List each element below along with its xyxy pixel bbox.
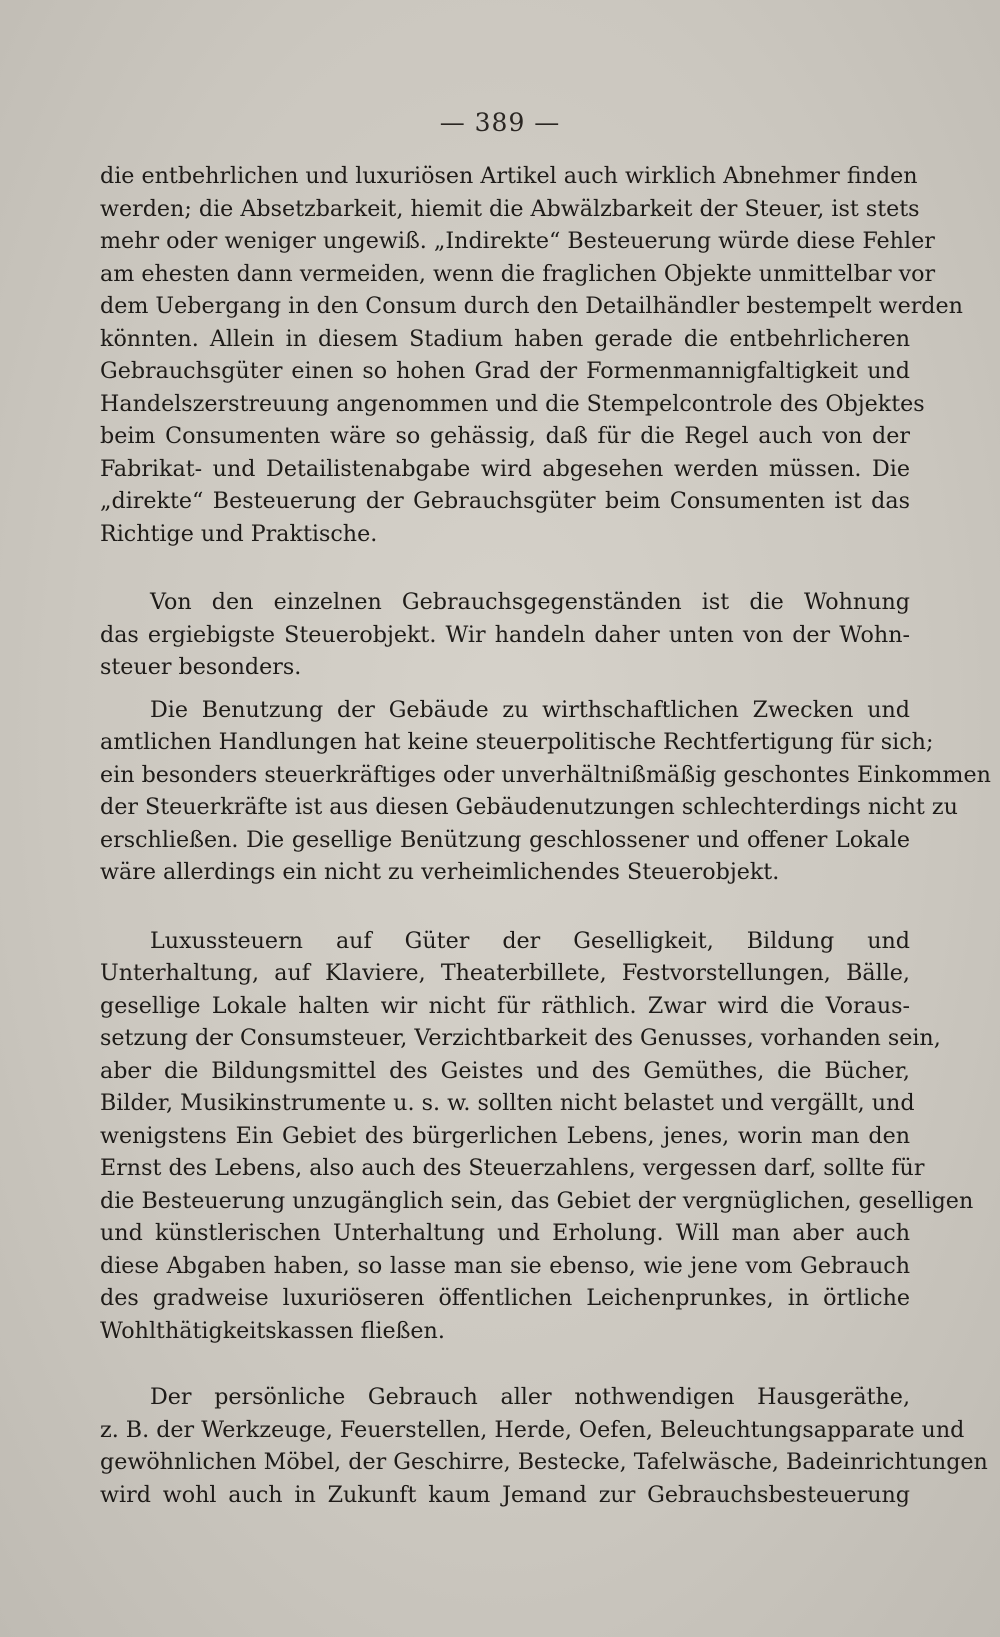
text-line: mehr oder weniger ungewiß. „Indirekte“ Besteuerung würde diese Fehler [100, 228, 935, 254]
text-line: erschließen. Die gesellige Benützung geschlossener und offener Lokale [100, 826, 910, 853]
paragraph [100, 925, 974, 1348]
text-line: die entbehrlichen und luxuriösen Artikel auch wirklich Abnehmer finden [100, 163, 918, 189]
text-line: Bilder, Musikinstrumente u. s. w. sollten nicht belastet und vergällt, und [100, 1090, 915, 1116]
text-line: Die Benutzung der Gebäude zu wirthschaftlichen Zwecken und [150, 696, 910, 723]
text-line: gesellige Lokale halten wir nicht für räthlich. Zwar wird die Voraus- [100, 992, 910, 1019]
text-line: steuer besonders. [100, 654, 302, 680]
text-line: Fabrikat- und Detailistenabgabe wird abgesehen werden müssen. Die [100, 455, 910, 482]
text-line: z. B. der Werkzeuge, Feuerstellen, Herde, Oefen, Beleuchtungsapparate und [100, 1416, 965, 1443]
text-line: werden; die Absetzbarkeit, hiemit die Abwälzbarkeit der Steuer, ist stets [100, 195, 920, 222]
text-line: „direkte“ Besteuerung der Gebrauchsgüter beim Consumenten ist das [100, 488, 910, 514]
body-text [100, 160, 991, 1511]
text-line: gewöhnlichen Möbel, der Geschirre, Bestecke, Tafelwäsche, Badeinrichtungen [100, 1449, 988, 1475]
text-line: diese Abgaben haben, so lasse man sie ebenso, wie jene vom Gebrauch [100, 1252, 910, 1279]
text-line: Richtige und Praktische. [100, 520, 378, 547]
text-line: beim Consumenten wäre so gehässig, daß für die Regel auch von der [100, 423, 910, 449]
paragraph [100, 586, 910, 684]
text-line: könnten. Allein in diesem Stadium haben gerade die entbehrlicheren [100, 325, 910, 352]
text-line: dem Uebergang in den Consum durch den Detailhändler bestempelt werden [100, 293, 963, 319]
text-line: setzung der Consumsteuer, Verzichtbarkeit des Genusses, vorhanden sein, [100, 1025, 941, 1051]
text-line: wäre allerdings ein nicht zu verheimlichendes Steuerobjekt. [100, 859, 780, 885]
text-line: Ernst des Lebens, also auch des Steuerzahlens, vergessen darf, sollte für [100, 1155, 925, 1181]
text-line: amtlichen Handlungen hat keine steuerpolitische Rechtfertigung für sich; [100, 729, 934, 755]
text-line: die Besteuerung unzugänglich sein, das Gebiet der vergnüglichen, geselligen [100, 1187, 974, 1214]
text-line: des gradweise luxuriöseren öffentlichen Leichenprunkes, in örtliche [100, 1285, 910, 1311]
text-line: ein besonders steuerkräftiges oder unverhältnißmäßig geschontes Einkommen [100, 761, 991, 788]
text-line: der Steuerkräfte ist aus diesen Gebäudenutzungen schlechterdings nicht zu [100, 794, 958, 820]
text-line: Wohlthätigkeitskassen fließen. [100, 1317, 445, 1344]
text-line: wird wohl auch in Zukunft kaum Jemand zur Gebrauchsbesteuerung [100, 1481, 910, 1508]
paragraph [100, 160, 963, 550]
text-line: aber die Bildungsmittel des Geistes und des Gemüthes, die Bücher, [100, 1057, 910, 1084]
text-line: Gebrauchsgüter einen so hohen Grad der Formenmannigfaltigkeit und [100, 358, 910, 384]
text-line: Handelszerstreuung angenommen und die Stempelcontrole des Objektes [100, 390, 925, 417]
text-line: Von den einzelnen Gebrauchsgegenständen ist die Wohnung [150, 589, 910, 615]
paragraph [100, 1381, 988, 1511]
text-line: Der persönliche Gebrauch aller nothwendigen Hausgeräthe, [150, 1384, 910, 1410]
paragraph [100, 694, 991, 889]
text-line: am ehesten dann vermeiden, wenn die fraglichen Objekte unmittelbar vor [100, 260, 936, 287]
text-line: Unterhaltung, auf Klaviere, Theaterbillete, Festvorstellungen, Bälle, [100, 960, 910, 986]
text-line: und künstlerischen Unterhaltung und Erholung. Will man aber auch [100, 1220, 910, 1246]
page-number: — 389 — [439, 108, 561, 137]
text-line: Luxussteuern auf Güter der Geselligkeit, Bildung und [150, 927, 910, 954]
text-line: das ergiebigste Steuerobjekt. Wir handeln daher unten von der Wohn- [100, 621, 910, 648]
text-line: wenigstens Ein Gebiet des bürgerlichen Lebens, jenes, worin man den [100, 1122, 910, 1149]
